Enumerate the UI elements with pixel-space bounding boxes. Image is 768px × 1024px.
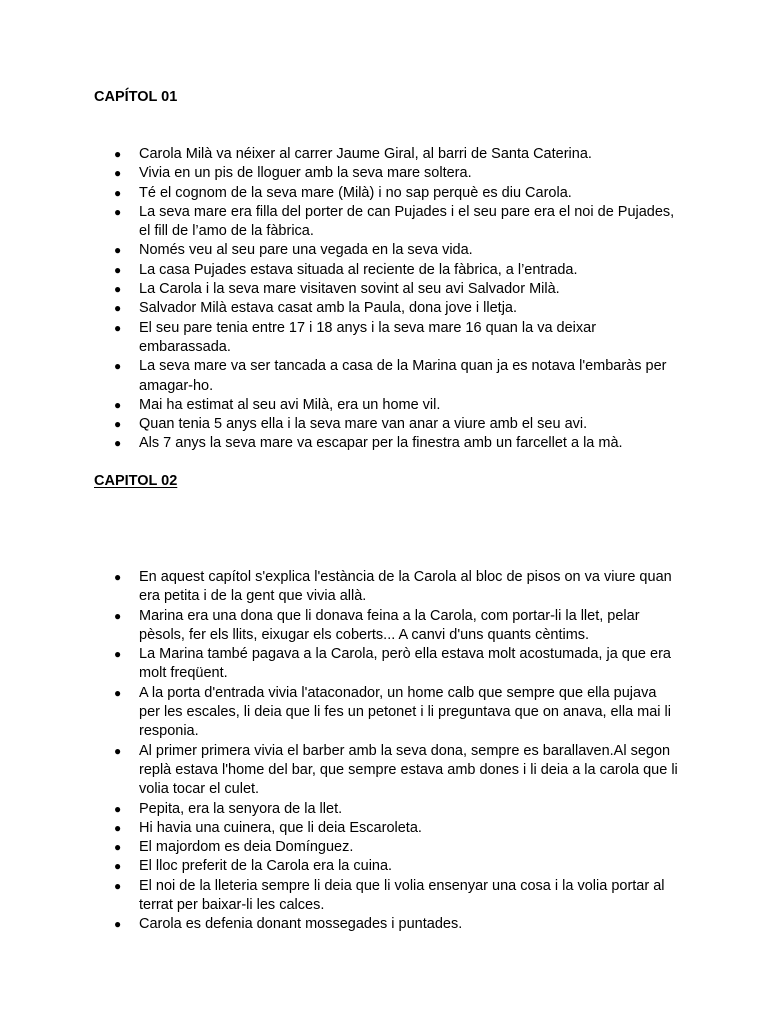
bullet-icon: ● (114, 147, 122, 161)
bullet-icon: ● (114, 801, 122, 816)
list-item (0, 357, 679, 396)
list-item-text: Quan tenia 5 anys ella i la seva mare van anar a viure amb el seu avi. (139, 416, 588, 433)
list-item (0, 838, 679, 857)
list-item-text: Carola Milà va néixer al carrer Jaume Giral, al barri de Santa Caterina. (139, 146, 592, 162)
list-item (0, 145, 679, 164)
list-item (0, 800, 679, 819)
list-item (0, 415, 679, 434)
bullet-icon: ● (114, 359, 122, 374)
list-item-text: Al primer primera vivia el barber amb la seva dona, sempre es barallaven.Al segon replà estava l'home del bar, que sempre estava amb dones i li deia a la carola que li volia tocar el culet. (139, 742, 678, 798)
list-item-text: Marina era una dona que li donava feina a la Carola, com portar-li la llet, pelar pèsols, fer els llits, eixugar els coberts... A canvi d'uns quants cèntims. (139, 607, 640, 643)
list-item (0, 684, 679, 742)
list-item-text: Té el cognom de la seva mare (Milà) i no sap perquè es diu Carola. (139, 184, 572, 201)
bullet-icon: ● (114, 878, 122, 893)
chapter-2-heading: CAPITOL 02 (94, 473, 178, 489)
bullet-icon: ● (114, 301, 122, 316)
list-item-text: La Carola i la seva mare visitaven sovint al seu avi Salvador Milà. (139, 281, 560, 298)
list-item-text: La seva mare va ser tancada a casa de la Marina quan ja es notava l'embaràs per amagar-ho. (139, 358, 667, 394)
list-item (0, 742, 679, 800)
bullet-icon: ● (114, 608, 122, 623)
list-item-text: La seva mare era filla del porter de can Pujades i el seu pare era el noi de Pujades, el fill de l’amo de la fàbrica. (139, 203, 675, 240)
list-item (0, 568, 679, 607)
list-item-text: Salvador Milà estava casat amb la Paula, dona jove i lletja. (139, 300, 518, 317)
list-item-text: A la porta d'entrada vivia l'ataconador, un home calb que sempre que ella pujava per les escales, li deia que li fes un petonet i li preguntava que on anava, ella mai li responia. (139, 684, 671, 740)
bullet-icon: ● (114, 820, 122, 835)
chapter-2-list (0, 568, 768, 935)
bullet-icon: ● (114, 570, 122, 584)
bullet-icon: ● (114, 840, 122, 855)
list-item-text: La Marina també pagava a la Carola, però ella estava molt acostumada, ja que era molt freqüent. (139, 646, 671, 682)
list-item-text: El lloc preferit de la Carola era la cuina. (139, 858, 393, 875)
list-item (0, 819, 679, 838)
list-item (0, 203, 679, 242)
chapter-1-list (0, 145, 768, 454)
list-item-text: Als 7 anys la seva mare va escapar per la finestra amb un farcellet a la mà. (139, 435, 623, 452)
bullet-icon: ● (114, 282, 122, 297)
list-item-text: El noi de la lleteria sempre li deia que li volia ensenyar una cosa i la volia portar al terrat per baixar-li les calces. (139, 877, 665, 914)
bullet-icon: ● (114, 647, 122, 662)
list-item (0, 280, 679, 299)
list-item (0, 241, 679, 260)
list-item (0, 915, 679, 934)
list-item (0, 434, 679, 453)
bullet-icon: ● (114, 859, 122, 874)
bullet-icon: ● (114, 685, 122, 700)
list-item-text: Hi havia una cuinera, que li deia Escaroleta. (139, 819, 422, 836)
bullet-icon: ● (114, 917, 122, 932)
list-item (0, 857, 679, 876)
list-item-text: Mai ha estimat al seu avi Milà, era un home vil. (139, 396, 441, 413)
bullet-icon: ● (114, 262, 122, 277)
list-item (0, 319, 679, 358)
list-item-text: Pepita, era la senyora de la llet. (139, 800, 343, 817)
list-item (0, 607, 679, 646)
list-item-text: El seu pare tenia entre 17 i 18 anys i la seva mare 16 quan la va deixar embarassada. (139, 319, 597, 355)
list-item-text: Carola es defenia donant mossegades i puntades. (139, 916, 463, 933)
list-item (0, 645, 679, 684)
list-item-text: En aquest capítol s'explica l'estància de la Carola al bloc de pisos on va viure quan era petita i de la gent que vivia allà. (139, 569, 672, 605)
bullet-icon: ● (114, 185, 122, 200)
list-item-text: La casa Pujades estava situada al reciente de la fàbrica, a l’entrada. (139, 261, 578, 278)
list-item (0, 877, 679, 916)
bullet-icon: ● (114, 320, 122, 335)
bullet-icon: ● (114, 204, 122, 219)
list-item-text: Vivia en un pis de lloguer amb la seva mare soltera. (139, 165, 472, 182)
list-item (0, 299, 679, 318)
bullet-icon: ● (114, 417, 122, 432)
bullet-icon: ● (114, 166, 122, 181)
list-item-text: El majordom es deia Domínguez. (139, 839, 354, 856)
bullet-icon: ● (114, 436, 122, 451)
list-item (0, 164, 679, 183)
bullet-icon: ● (114, 397, 122, 412)
list-item (0, 396, 679, 415)
chapter-1-heading: CAPÍTOL 01 (94, 89, 178, 105)
list-item (0, 261, 679, 280)
bullet-icon: ● (114, 743, 122, 758)
list-item-text: Només veu al seu pare una vegada en la seva vida. (139, 242, 473, 259)
list-item (0, 184, 679, 203)
bullet-icon: ● (114, 243, 122, 258)
